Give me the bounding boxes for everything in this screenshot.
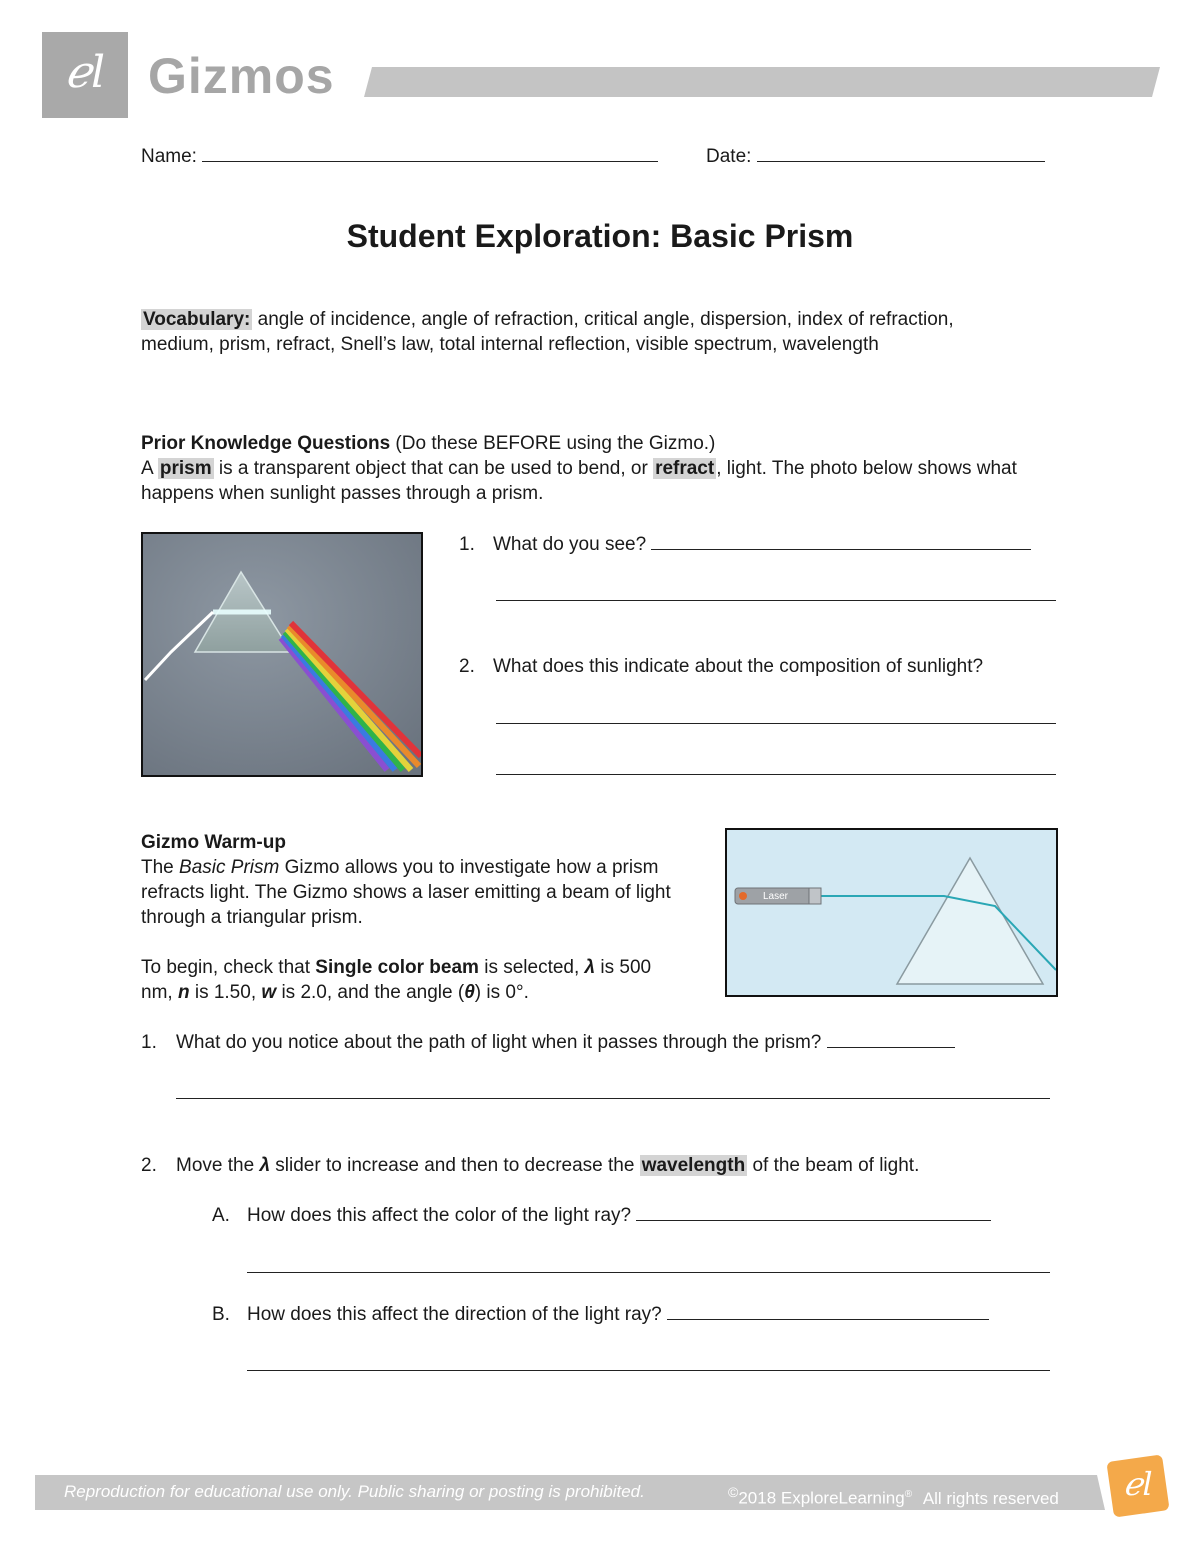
n-symbol: n — [177, 982, 190, 1003]
explorelearning-logo — [42, 32, 128, 118]
single-color-beam: Single color beam — [315, 957, 479, 978]
vocabulary-label: Vocabulary: — [143, 309, 251, 330]
question-letter: B. — [212, 1304, 230, 1325]
vocabulary-paragraph — [141, 307, 1001, 357]
copyright-symbol: © — [728, 1484, 739, 1500]
warmup-text: To begin, check that — [141, 957, 316, 978]
warmup-paragraph-1 — [141, 855, 686, 930]
prior-knowledge-note: (Do these BEFORE using the Gizmo.) — [390, 433, 716, 454]
intro-text: is a transparent object that can be used to bend, or — [213, 458, 654, 479]
answer-blank[interactable] — [247, 1272, 1050, 1273]
question-number: 1. — [141, 1032, 157, 1053]
intro-text: A — [141, 458, 158, 479]
answer-blank[interactable] — [636, 1202, 991, 1221]
footer-logo-glyph: ℯl — [1123, 1465, 1153, 1503]
explorelearning-footer-logo — [1102, 1450, 1174, 1522]
pk-question-2 — [459, 654, 1079, 679]
term-prism: prism — [159, 458, 212, 479]
question-number: 1. — [459, 534, 475, 555]
question-number: 2. — [459, 656, 475, 677]
question-text: How does this affect the direction of the light ray? — [247, 1304, 662, 1325]
answer-blank[interactable] — [667, 1301, 989, 1320]
prior-knowledge-heading — [141, 431, 1041, 456]
question-text: How does this affect the color of the light ray? — [247, 1205, 632, 1226]
prior-knowledge-title: Prior Knowledge Questions — [141, 433, 391, 454]
question-text: What does this indicate about the composition of sunlight? — [493, 656, 984, 677]
warmup-paragraph-2 — [141, 955, 686, 1005]
answer-blank[interactable] — [496, 774, 1056, 775]
warmup-question-2 — [141, 1153, 1061, 1178]
date-blank[interactable] — [757, 143, 1045, 162]
question-letter: A. — [212, 1205, 230, 1226]
warmup-text: is selected, — [478, 957, 585, 978]
vocabulary-terms: angle of incidence, angle of refraction, critical angle, dispersion, index of refraction, medium, prism, refract, Snell’s law, total internal reflection, visible spectrum, wavelength — [141, 309, 954, 355]
rights-text: All rights reserved — [922, 1488, 1059, 1508]
warmup-text: is 500 nm, — [141, 957, 652, 1003]
prior-knowledge-section — [141, 431, 1041, 506]
name-field[interactable] — [141, 143, 658, 169]
pk-question-1 — [459, 531, 1059, 557]
answer-blank[interactable] — [176, 1098, 1050, 1099]
name-blank[interactable] — [202, 143, 658, 162]
gizmos-brand: Gizmos — [148, 48, 335, 104]
term-refract: refract — [655, 458, 715, 479]
page-title: Student Exploration: Basic Prism — [346, 218, 854, 254]
logo-glyph: ℯl — [64, 47, 106, 98]
question-text: slider to increase and then to decrease the — [270, 1155, 640, 1176]
gizmo-screenshot — [725, 828, 1058, 997]
term-wavelength: wavelength — [641, 1155, 746, 1176]
date-label: Date: — [706, 146, 752, 167]
answer-blank[interactable] — [496, 600, 1056, 601]
prism-photo — [141, 532, 423, 777]
header-bar — [364, 67, 1160, 97]
prior-knowledge-intro — [141, 456, 1041, 506]
prism-photo-image — [143, 534, 421, 775]
warmup-text: ) is 0°. — [474, 982, 529, 1003]
footer-disclaimer: Reproduction for educational use only. Public sharing or posting is prohibited. — [64, 1482, 645, 1501]
theta-symbol: θ — [464, 982, 475, 1003]
registered-symbol: ® — [904, 1489, 913, 1500]
answer-blank[interactable] — [247, 1370, 1050, 1371]
lambda-symbol: λ — [584, 957, 596, 978]
copyright-year: 2018 — [738, 1488, 777, 1508]
question-number: 2. — [141, 1155, 157, 1176]
answer-blank[interactable] — [496, 723, 1056, 724]
answer-blank[interactable] — [827, 1029, 955, 1048]
name-label: Name: — [141, 146, 197, 167]
answer-blank[interactable] — [651, 531, 1031, 550]
intro-text: , light. The photo below shows what happens when sunlight passes through a prism. — [141, 458, 1017, 504]
gizmo-name: Basic Prism — [179, 857, 280, 878]
lambda-symbol: λ — [259, 1155, 271, 1176]
question-text: Move the — [176, 1155, 260, 1176]
question-text: What do you see? — [493, 534, 647, 555]
warmup-question-2a — [212, 1202, 1062, 1228]
warmup-question-1 — [141, 1029, 1061, 1055]
date-field[interactable] — [706, 143, 1045, 169]
warmup-text: is 1.50, — [189, 982, 262, 1003]
laser-label: Laser — [763, 891, 789, 902]
warmup-section — [141, 830, 686, 1005]
gizmo-diagram — [727, 830, 1056, 995]
warmup-heading: Gizmo Warm-up — [141, 832, 286, 853]
footer-copyright — [728, 1481, 1059, 1510]
question-text: of the beam of light. — [747, 1155, 920, 1176]
question-text: What do you notice about the path of light when it passes through the prism? — [176, 1032, 822, 1053]
warmup-text: Gizmo allows you to investigate how a prism refracts light. The Gizmo shows a laser emitting a beam of light through a triangular prism. — [141, 857, 671, 928]
warmup-text: is 2.0, and the angle ( — [276, 982, 465, 1003]
warmup-question-2b — [212, 1301, 1062, 1327]
warmup-text: The — [141, 857, 180, 878]
company-name: ExploreLearning — [780, 1488, 905, 1508]
w-symbol: w — [261, 982, 277, 1003]
